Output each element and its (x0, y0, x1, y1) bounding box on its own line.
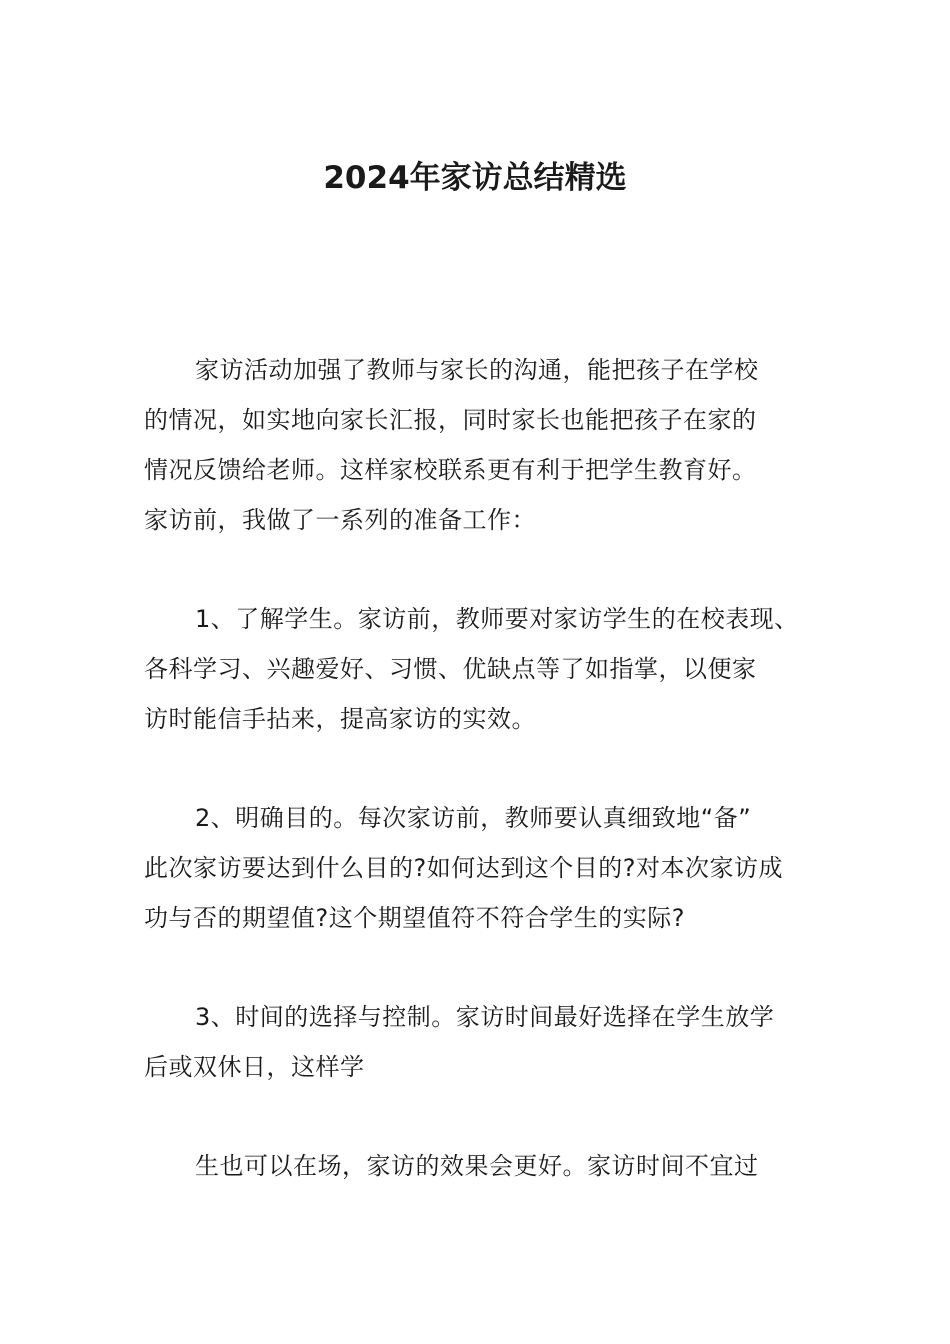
paragraph-line: 的情况，如实地向家长汇报，同时家长也能把孩子在家的 (144, 406, 757, 434)
paragraph-line: 访时能信手拈来，提高家访的实效。 (144, 705, 536, 733)
paragraph-item-1 (144, 594, 824, 744)
paragraph-line: 3、时间的选择与控制。家访时间最好选择在学生放学 (195, 1003, 775, 1031)
paragraph-line: 生也可以在场，家访的效果会更好。家访时间不宜过 (195, 1152, 759, 1180)
paragraph-line: 后或双休日，这样学 (144, 1053, 365, 1081)
paragraph-item-3 (144, 992, 824, 1092)
paragraph-item-2 (144, 793, 824, 943)
paragraph-line: 此次家访要达到什么目的?如何达到这个目的?对本次家访成 (144, 854, 783, 882)
paragraph-line: 情况反馈给老师。这样家校联系更有利于把学生教育好。 (144, 456, 757, 484)
paragraph-line: 1、了解学生。家访前，教师要对家访学生的在校表现、 (195, 605, 799, 633)
paragraph-line: 家访活动加强了教师与家长的沟通，能把孩子在学校 (195, 356, 759, 384)
paragraph-continuation (144, 1141, 824, 1191)
paragraph-line: 家访前，我做了一系列的准备工作： (144, 506, 536, 534)
document-title: 2024年家访总结精选 (323, 160, 627, 196)
paragraph-line: 功与否的期望值?这个期望值符不符合学生的实际? (144, 904, 685, 932)
paragraph-intro (144, 345, 824, 545)
paragraph-line: 2、明确目的。每次家访前，教师要认真细致地“备” (195, 804, 752, 832)
paragraph-line: 各科学习、兴趣爱好、习惯、优缺点等了如指掌，以便家 (144, 655, 757, 683)
